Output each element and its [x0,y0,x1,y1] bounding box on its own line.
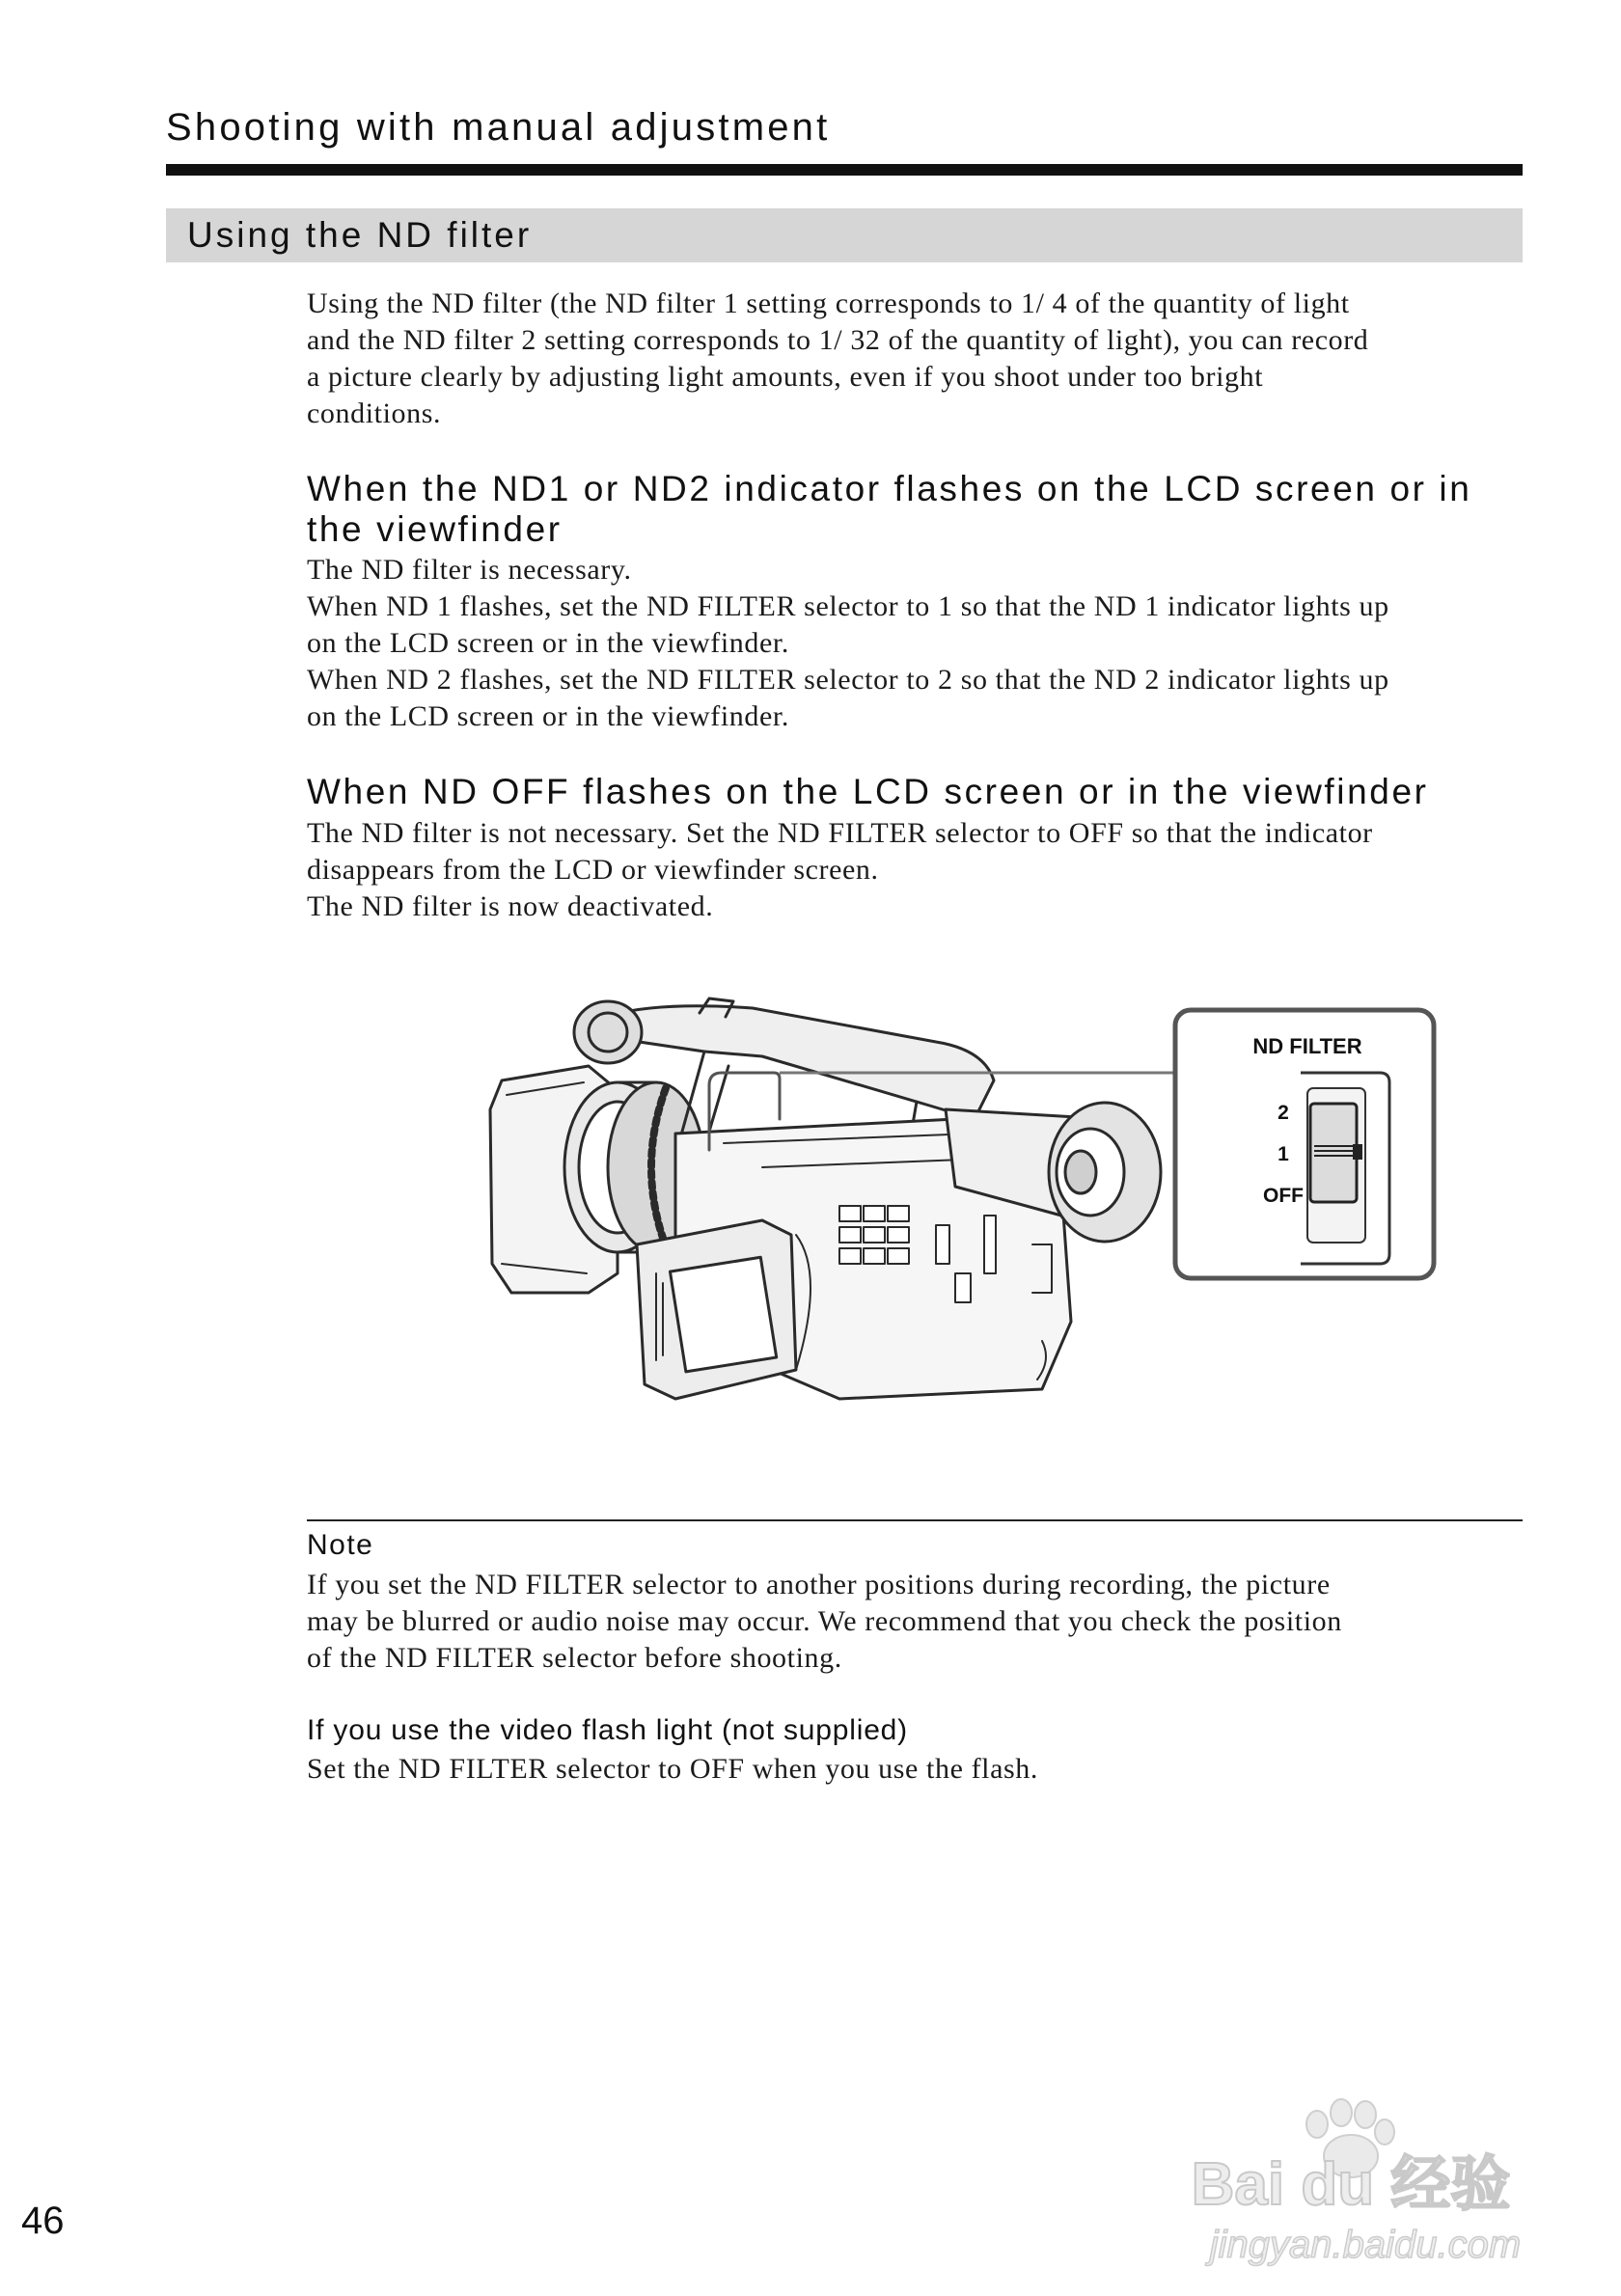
note-line: of the ND FILTER selector before shooting. [307,1642,842,1674]
nd-off-line: The ND filter is not necessary. Set the ND FILTER selector to OFF so that the indicator [307,817,1373,849]
page-number: 46 [21,2200,65,2242]
nd-flash-line: When ND 2 flashes, set the ND FILTER selector to 2 so that the ND 2 indicator lights up [307,664,1389,696]
nd-filter-callout-title: ND FILTER [1252,1034,1362,1058]
title-rule [166,164,1523,176]
intro-paragraph [307,286,1523,432]
heading-nd-off: When ND OFF flashes on the LCD screen or in the viewfinder [307,772,1429,811]
note-label: Note [307,1529,374,1561]
section-title: Shooting with manual adjustment [166,106,831,149]
baidu-jingyan-watermark [1158,2084,1544,2277]
nd-flash-line: on the LCD screen or in the viewfinder. [307,627,789,659]
nd-off-line: disappears from the LCD or viewfinder screen. [307,854,879,886]
heading-nd-flash [307,469,1523,550]
watermark-url: jingyan.baidu.com [1209,2224,1522,2266]
note-line: If you set the ND FILTER selector to another positions during recording, the picture [307,1569,1331,1600]
nd-flash-paragraph [307,552,1523,735]
nd-flash-line: on the LCD screen or in the viewfinder. [307,700,789,732]
subsection-title: Using the ND filter [187,215,533,255]
nd-position-label: OFF [1263,1185,1304,1207]
watermark-brand: Bai du 经验 [1191,2151,1511,2218]
intro-line: Using the ND filter (the ND filter 1 setting corresponds to 1/ 4 of the quantity of light [307,287,1350,319]
camcorder-illustration [473,974,1457,1437]
nd-position-label: 2 [1278,1102,1289,1124]
nd-off-paragraph [307,815,1523,925]
note-divider [307,1519,1523,1521]
heading-line: the viewfinder [307,509,563,549]
nd-flash-line: When ND 1 flashes, set the ND FILTER selector to 1 so that the ND 1 indicator lights up [307,590,1389,622]
intro-line: conditions. [307,397,442,429]
note-line: may be blurred or audio noise may occur. We recommend that you check the position [307,1605,1342,1637]
nd-position-label: 1 [1278,1143,1289,1165]
flash-label: If you use the video flash light (not supplied) [307,1714,908,1746]
heading-line: When the ND1 or ND2 indicator flashes on the LCD screen or in [307,469,1472,508]
flash-text: Set the ND FILTER selector to OFF when you use the flash. [307,1753,1039,1785]
nd-off-line: The ND filter is now deactivated. [307,890,714,922]
intro-line: a picture clearly by adjusting light amounts, even if you shoot under too bright [307,361,1264,393]
intro-line: and the ND filter 2 setting corresponds to 1/ 32 of the quantity of light), you can record [307,324,1369,356]
nd-filter-selector-knob [1310,1104,1357,1202]
nd-flash-line: The ND filter is necessary. [307,554,632,586]
note-paragraph [307,1567,1523,1677]
